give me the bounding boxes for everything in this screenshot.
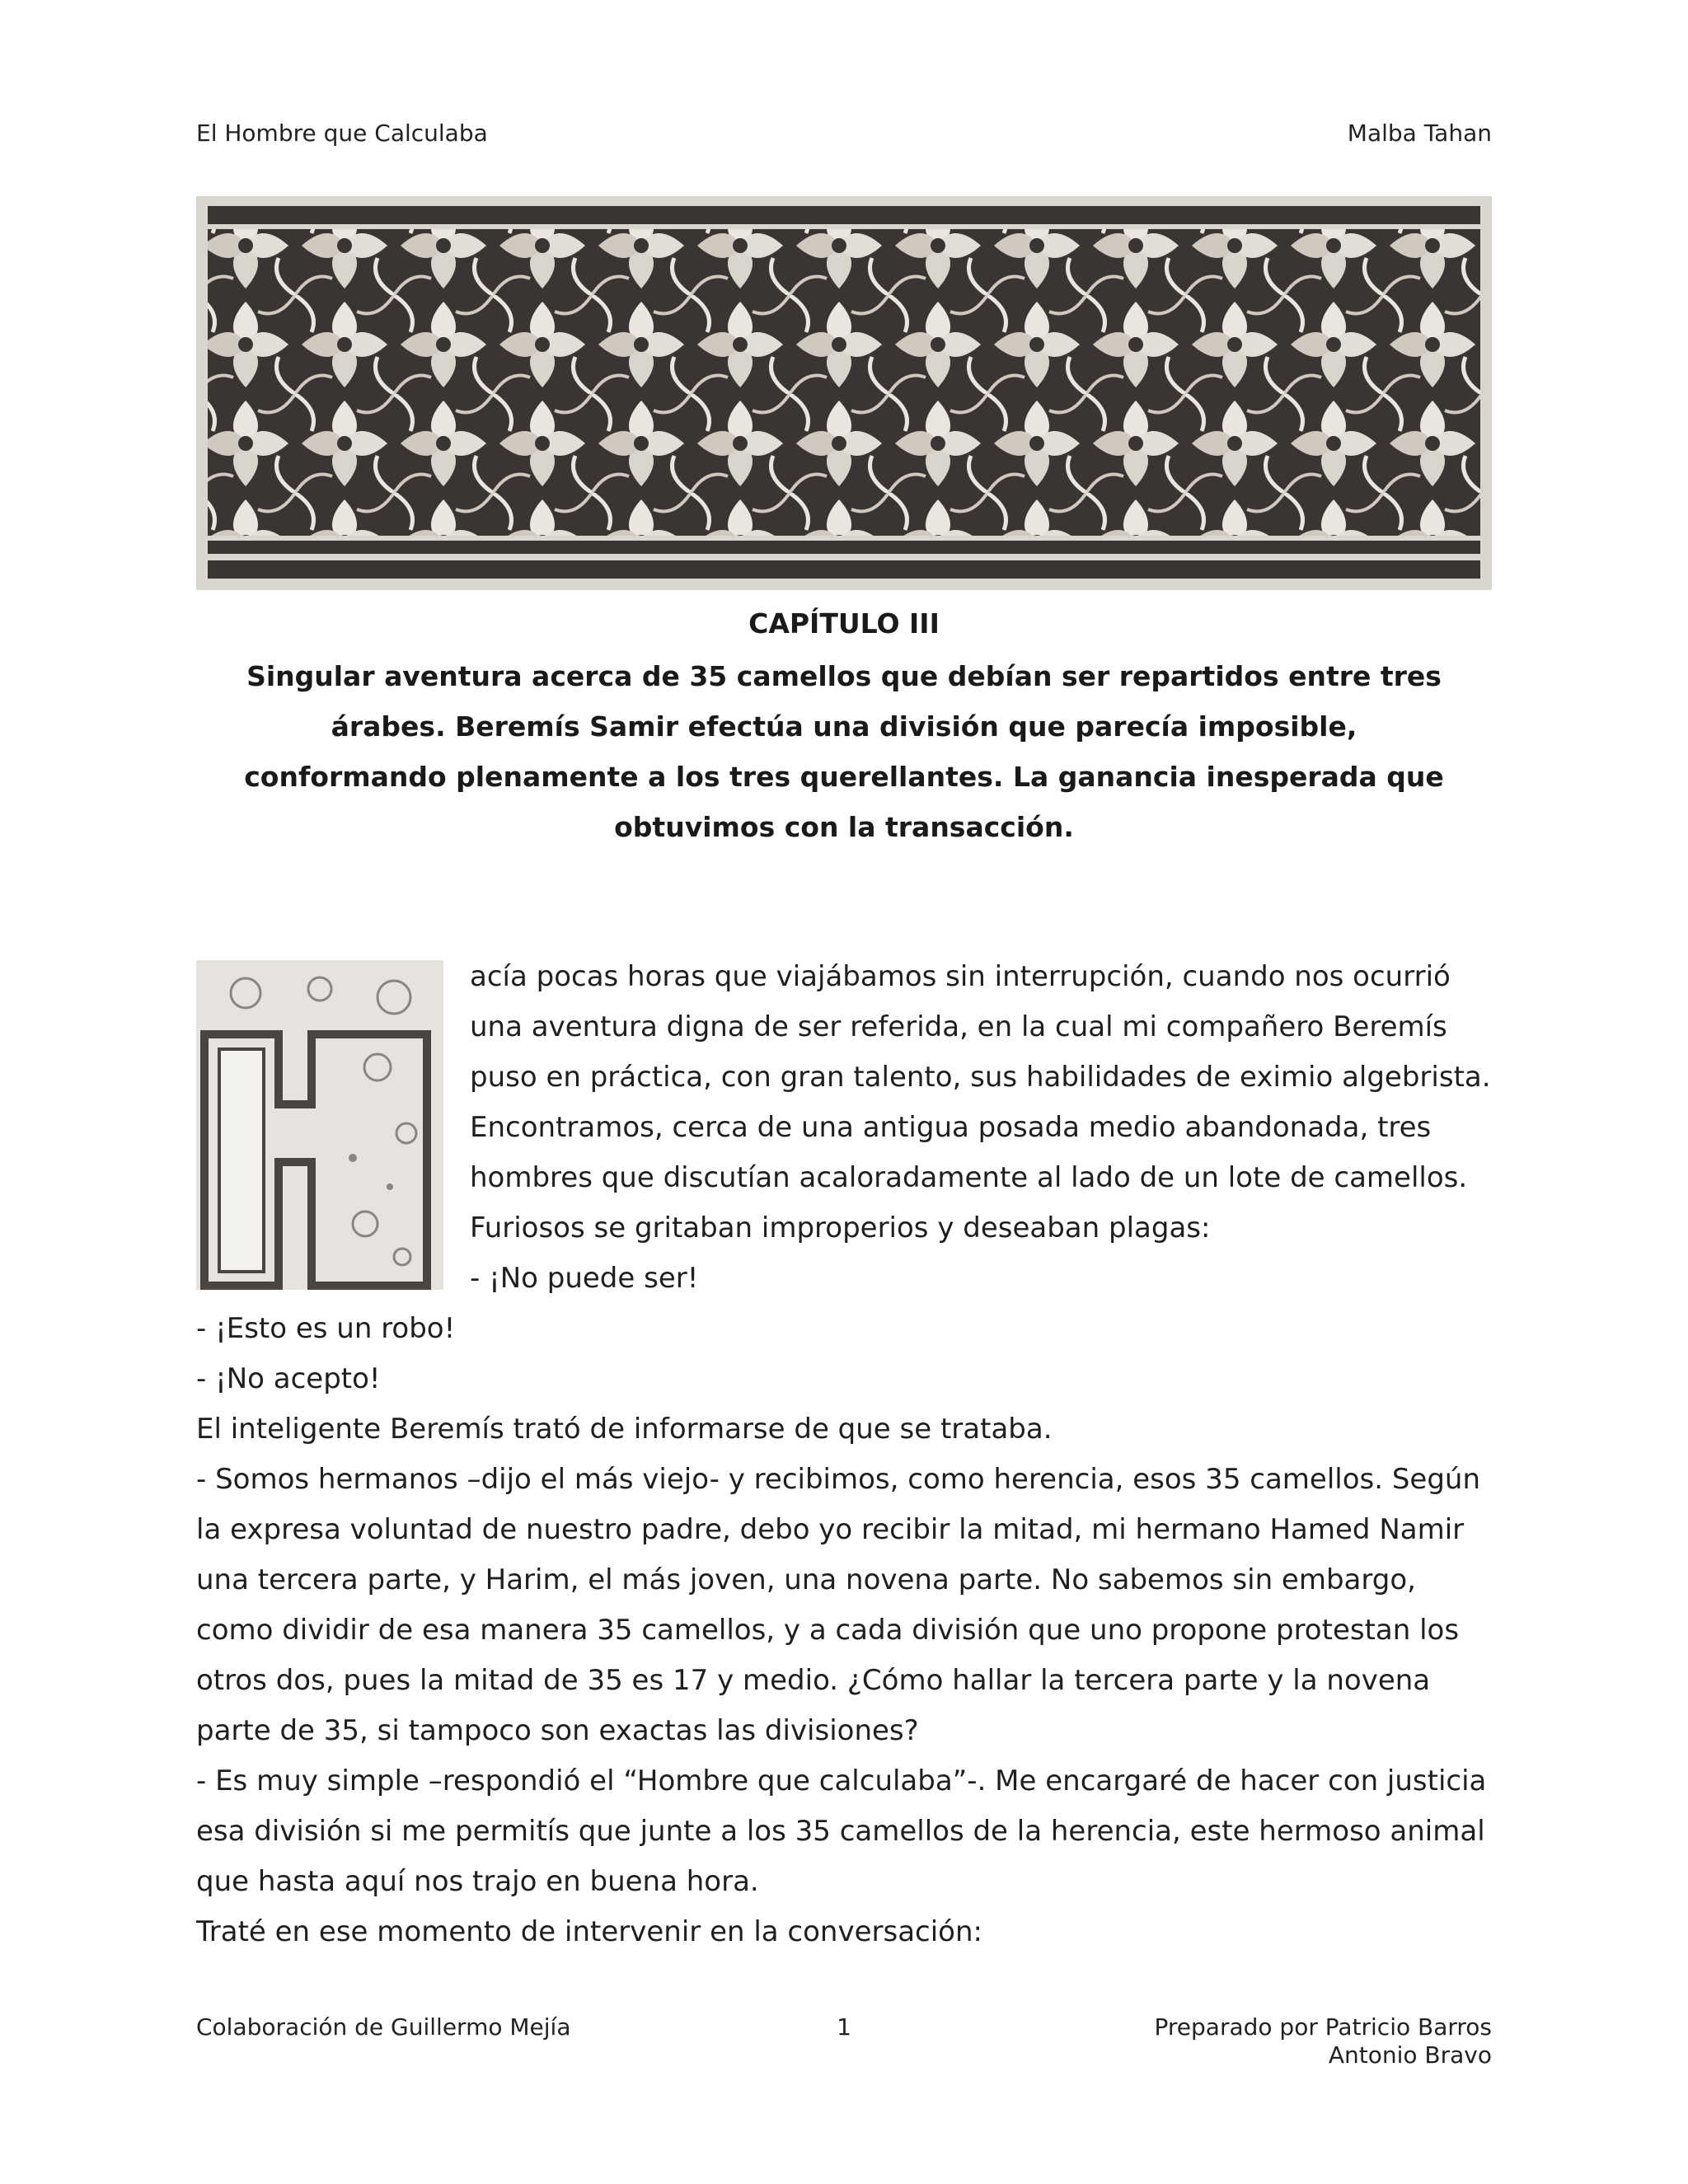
body-line: puso en práctica, con gran talento, sus habilidades de eximio algebrista. [470,1061,1491,1094]
header-book-title: El Hombre que Calculaba [196,120,488,147]
body-line: que hasta aquí nos trajo en buena hora. [196,1865,759,1898]
body-line: - ¡Esto es un robo! [196,1312,456,1345]
page-number: 1 [837,2013,851,2041]
body-line: - Es muy simple –respondió el “Hombre que calculaba”-. Me encargaré de hacer con justicia [196,1765,1487,1797]
body-line: una tercera parte, y Harim, el más joven, una novena parte. No sabemos sin embargo, [196,1563,1416,1596]
body-line: - ¡No acepto! [196,1362,381,1395]
body-line: - ¡No puede ser! [470,1262,699,1295]
body-line: - Somos hermanos –dijo el más viejo- y recibimos, como herencia, esos 35 camellos. Según [196,1463,1481,1496]
body-line: hombres que discutían acaloradamente al lado de un lote de camellos. [470,1161,1468,1194]
body-line: la expresa voluntad de nuestro padre, debo yo recibir la mitad, mi hermano Hamed Namir [196,1513,1465,1546]
footer-collaboration: Colaboración de Guillermo Mejía [196,2013,571,2041]
footer-prepared-line2: Antonio Bravo [1328,2041,1492,2069]
body-line: parte de 35, si tampoco son exactas las divisiones? [196,1714,919,1747]
body-line: esa división si me permitís que junte a los 35 camellos de la herencia, este hermoso animal [196,1815,1485,1848]
chapter-title: CAPÍTULO III [748,607,940,640]
body-line: como dividir de esa manera 35 camellos, y a cada división que uno propone protestan los [196,1614,1460,1647]
body-line: El inteligente Beremís trató de informarse de que se trataba. [196,1413,1053,1446]
footer-prepared-by [1155,2013,1493,2069]
ornamental-banner-image [196,196,1492,590]
running-footer [196,2013,1492,2079]
chapter-subtitle-line: árabes. Beremís Samir efectúa una división que parecía imposible, [331,710,1357,743]
body-line: acía pocas horas que viajábamos sin interrupción, cuando nos ocurrió [470,960,1451,993]
chapter-subtitle [196,651,1492,852]
body-line: Encontramos, cerca de una antigua posada medio abandonada, tres [470,1111,1432,1144]
chapter-subtitle-line: Singular aventura acerca de 35 camellos que debían ser repartidos entre tres [246,660,1442,692]
running-header [196,117,1492,150]
body-line: una aventura digna de ser referida, en la cual mi compañero Beremís [470,1010,1447,1043]
chapter-subtitle-line: conformando plenamente a los tres querellantes. La ganancia inesperada que [244,761,1444,793]
body-line: Furiosos se gritaban improperios y deseaban plagas: [470,1212,1211,1244]
body-line: otros dos, pues la mitad de 35 es 17 y medio. ¿Cómo hallar la tercera parte y la novena [196,1664,1431,1697]
chapter-subtitle-line: obtuvimos con la transacción. [614,811,1074,843]
body-text [196,952,1498,1957]
header-author: Malba Tahan [1347,120,1492,147]
footer-prepared-line1: Preparado por Patricio Barros [1154,2013,1492,2041]
body-line: Traté en ese momento de intervenir en la conversación: [196,1915,982,1948]
